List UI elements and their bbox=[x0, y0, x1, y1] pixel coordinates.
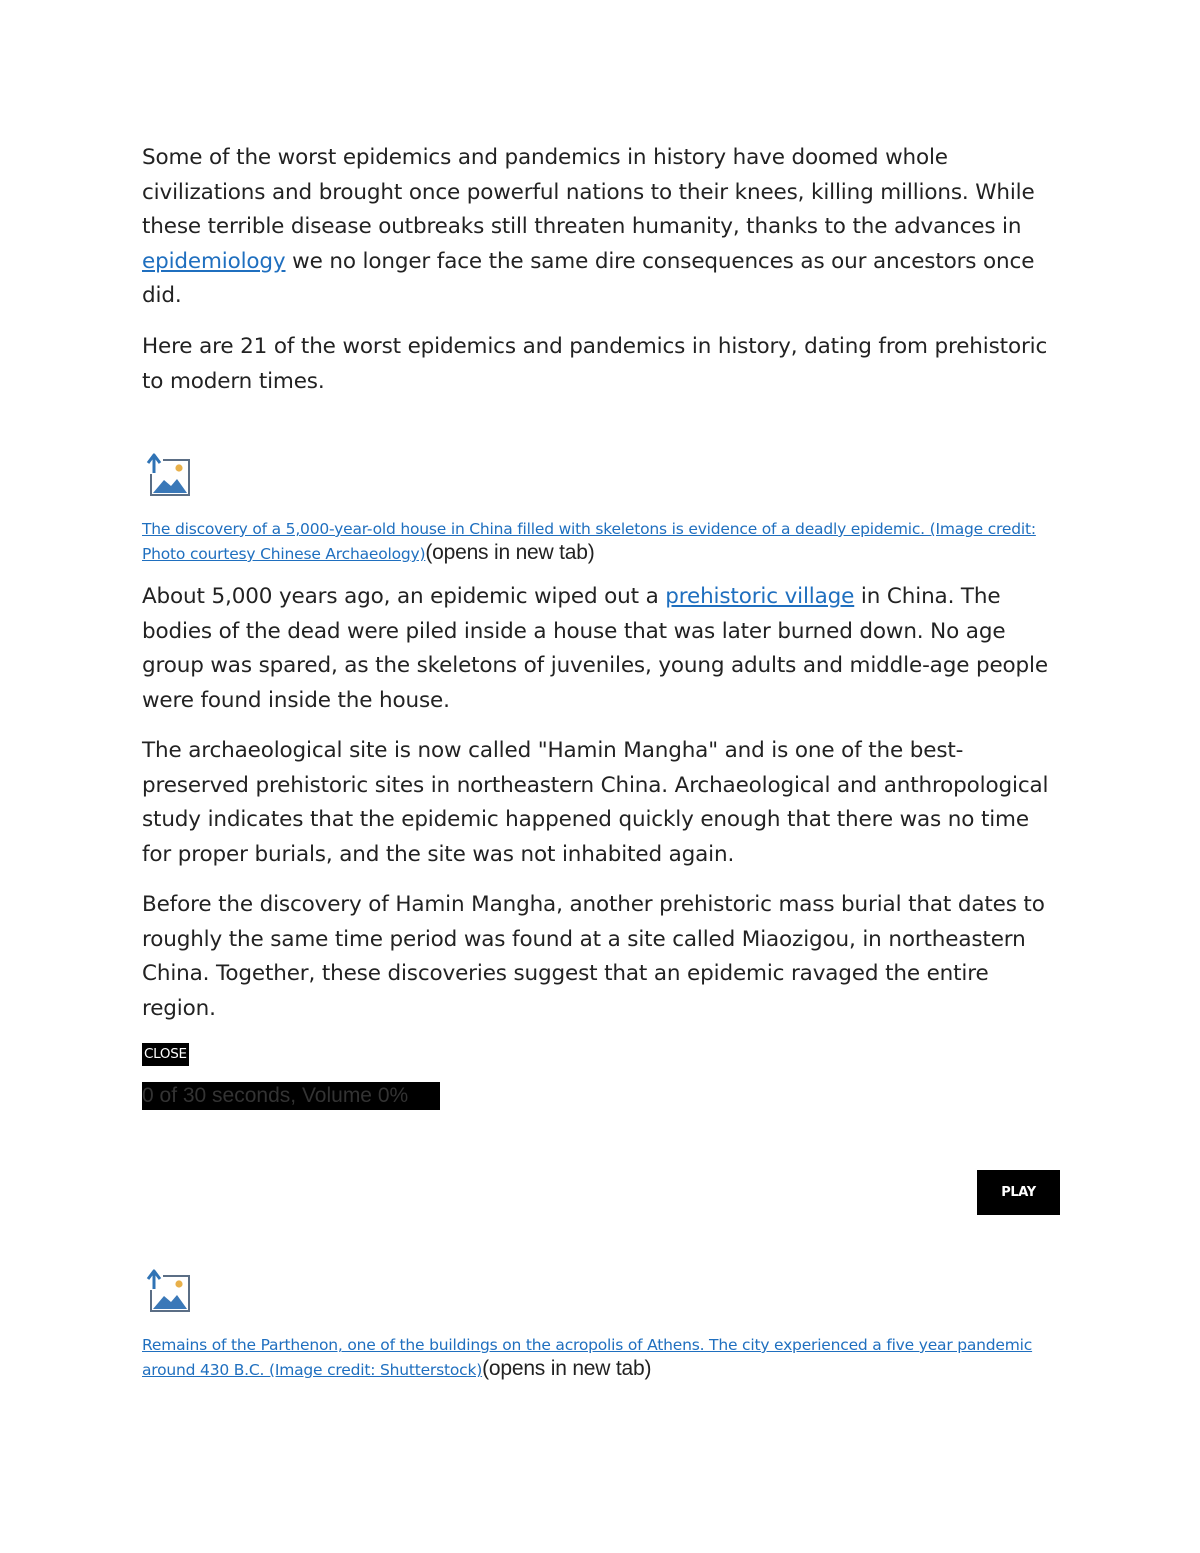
section1-paragraph-3: Before the discovery of Hamin Mangha, another prehistoric mass burial that dates to roughly the same time period was found at a site called Miaozigou, in northeastern China. Together, these discoveries suggest that an epidemic ravaged the entire region. bbox=[142, 892, 1045, 1021]
close-button[interactable]: CLOSE bbox=[142, 1043, 189, 1066]
figure1-caption-link[interactable]: The discovery of a 5,000-year-old house in China filled with skeletons is evidence of a deadly epidemic. (Image credit: Photo courtesy Chinese Archaeology) bbox=[142, 520, 1036, 563]
section1-text-after: in China. The bodies of the dead were piled inside a house that was later burned down. No age group was spared, as the skeletons of juveniles, young adults and middle-age people were found inside the house. bbox=[142, 584, 1048, 713]
epidemiology-link[interactable]: epidemiology bbox=[142, 248, 286, 274]
section1-text-before: About 5,000 years ago, an epidemic wiped out a bbox=[142, 584, 666, 609]
audio-progress-bar[interactable]: 0 of 30 seconds, Volume 0% bbox=[142, 1082, 440, 1110]
image-placeholder-icon bbox=[146, 1268, 192, 1314]
prehistoric-village-link[interactable]: prehistoric village bbox=[665, 584, 855, 609]
figure2-caption-link[interactable]: Remains of the Parthenon, one of the buildings on the acropolis of Athens. The city experienced a five year pandemic around 430 B.C. (Image credit: Shutterstock) bbox=[142, 1336, 1033, 1379]
section1-paragraph-2: The archaeological site is now called "Hamin Mangha" and is one of the best-preserved prehistoric sites in northeastern China. Archaeological and anthropological study indicates that the epidemic happened quickly enough that there was no time for proper burials, and the site was not inhabited again. bbox=[142, 738, 1049, 867]
figure2-opens-new-tab: (opens in new tab) bbox=[482, 1357, 652, 1380]
intro-text-before: Some of the worst epidemics and pandemics in history have doomed whole civilizations and brought once powerful nations to their knees, killing millions. While these terrible disease outbreaks still threaten humanity, thanks to the advances in bbox=[142, 145, 1035, 240]
image-placeholder-icon bbox=[146, 452, 192, 498]
intro-paragraph-1 bbox=[142, 141, 1062, 314]
section1-paragraph-1 bbox=[142, 580, 1062, 718]
intro-paragraph-2: Here are 21 of the worst epidemics and pandemics in history, dating from prehistoric to modern times. bbox=[142, 334, 1048, 394]
play-sound-button[interactable]: PLAY SOUND bbox=[977, 1170, 1060, 1215]
figure1-caption bbox=[142, 518, 1062, 566]
figure2-caption bbox=[142, 1334, 1062, 1382]
figure1-opens-new-tab: (opens in new tab) bbox=[425, 541, 595, 564]
intro-text-after: we no longer face the same dire consequences as our ancestors once did. bbox=[142, 248, 1035, 309]
